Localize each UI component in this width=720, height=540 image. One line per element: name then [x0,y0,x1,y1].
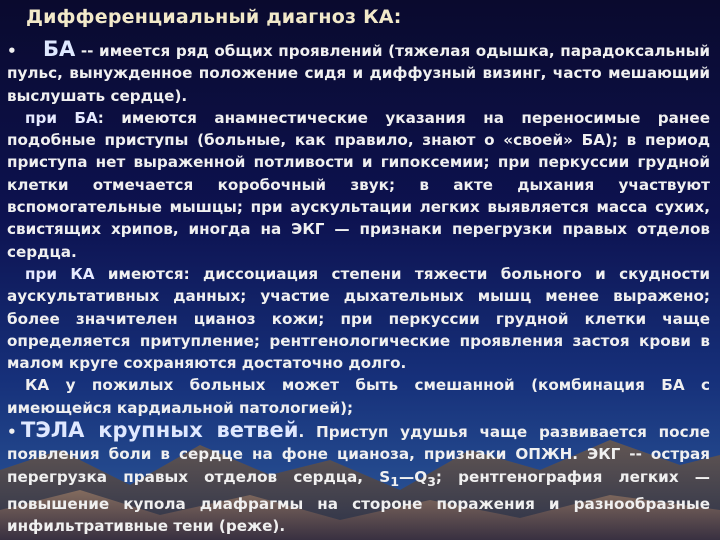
lead-ba: при БА [25,108,98,127]
paragraph-text: имеются: диссоциация степени тяжести больного и скудности аускультативных данных; участие дыхательных мышц менее выражено; более значителен цианоз кожи; при перкуссии грудной клетки чаще определяется притупление; рентгенологические проявления застоя крови в малом круге сохраняются достаточно долго. [7,264,710,373]
bullet-icon: • [7,42,17,60]
paragraph-ba [7,107,710,263]
paragraph-text: : имеются анамнестические указания на переносимые ранее подобные приступы (больные, как правило, знают о «своей» БА); в период приступа нет выраженной потливости и гипоксемии; при перкуссии грудной клетки отмечается коробочный звук; в акте дыхания участвуют вспомогательные мышцы; при аускультации легких выявляется масса сухих, свистящих хрипов, иногда на ЭКГ — признаки перегрузки правых отделов сердца. [7,108,711,261]
paragraph-ka [7,263,710,374]
term-ba: БА [43,37,76,61]
paragraph-text: —Q [399,467,428,486]
paragraph-asthma-general [7,38,710,107]
subscript: 1 [390,473,399,489]
bullet-icon: • [7,423,17,442]
paragraph-text: КА у пожилых больных может быть смешанной (комбинация БА с имеющейся кардиальной патологией); [7,376,710,417]
paragraph-text: ; рентгенография легких — повышение купола диафрагмы на стороне поражения и разнообразные инфильтративные тени (реже). [7,467,710,536]
subscript: 3 [427,473,436,489]
paragraph-elderly [7,374,710,419]
slide-body [7,38,710,538]
paragraph-tela [7,419,710,538]
slide-title: Дифференциальный диагноз КА: [26,6,402,28]
lead-ka: при КА [25,264,95,283]
term-tela: ТЭЛА крупных ветвей [21,418,299,443]
paragraph-text: . Приступ удушья чаще развивается после появления боли в сердце на фоне цианоза, признаки ОПЖН. ЭКГ -- острая перегрузка правых отделов сердца, S [7,423,711,486]
paragraph-text: -- имеется ряд общих проявлений (тяжелая одышка, парадоксальный пульс, вынужденное положение сидя и диффузный визинг, часто мешающий выслушать сердце). [7,42,710,105]
